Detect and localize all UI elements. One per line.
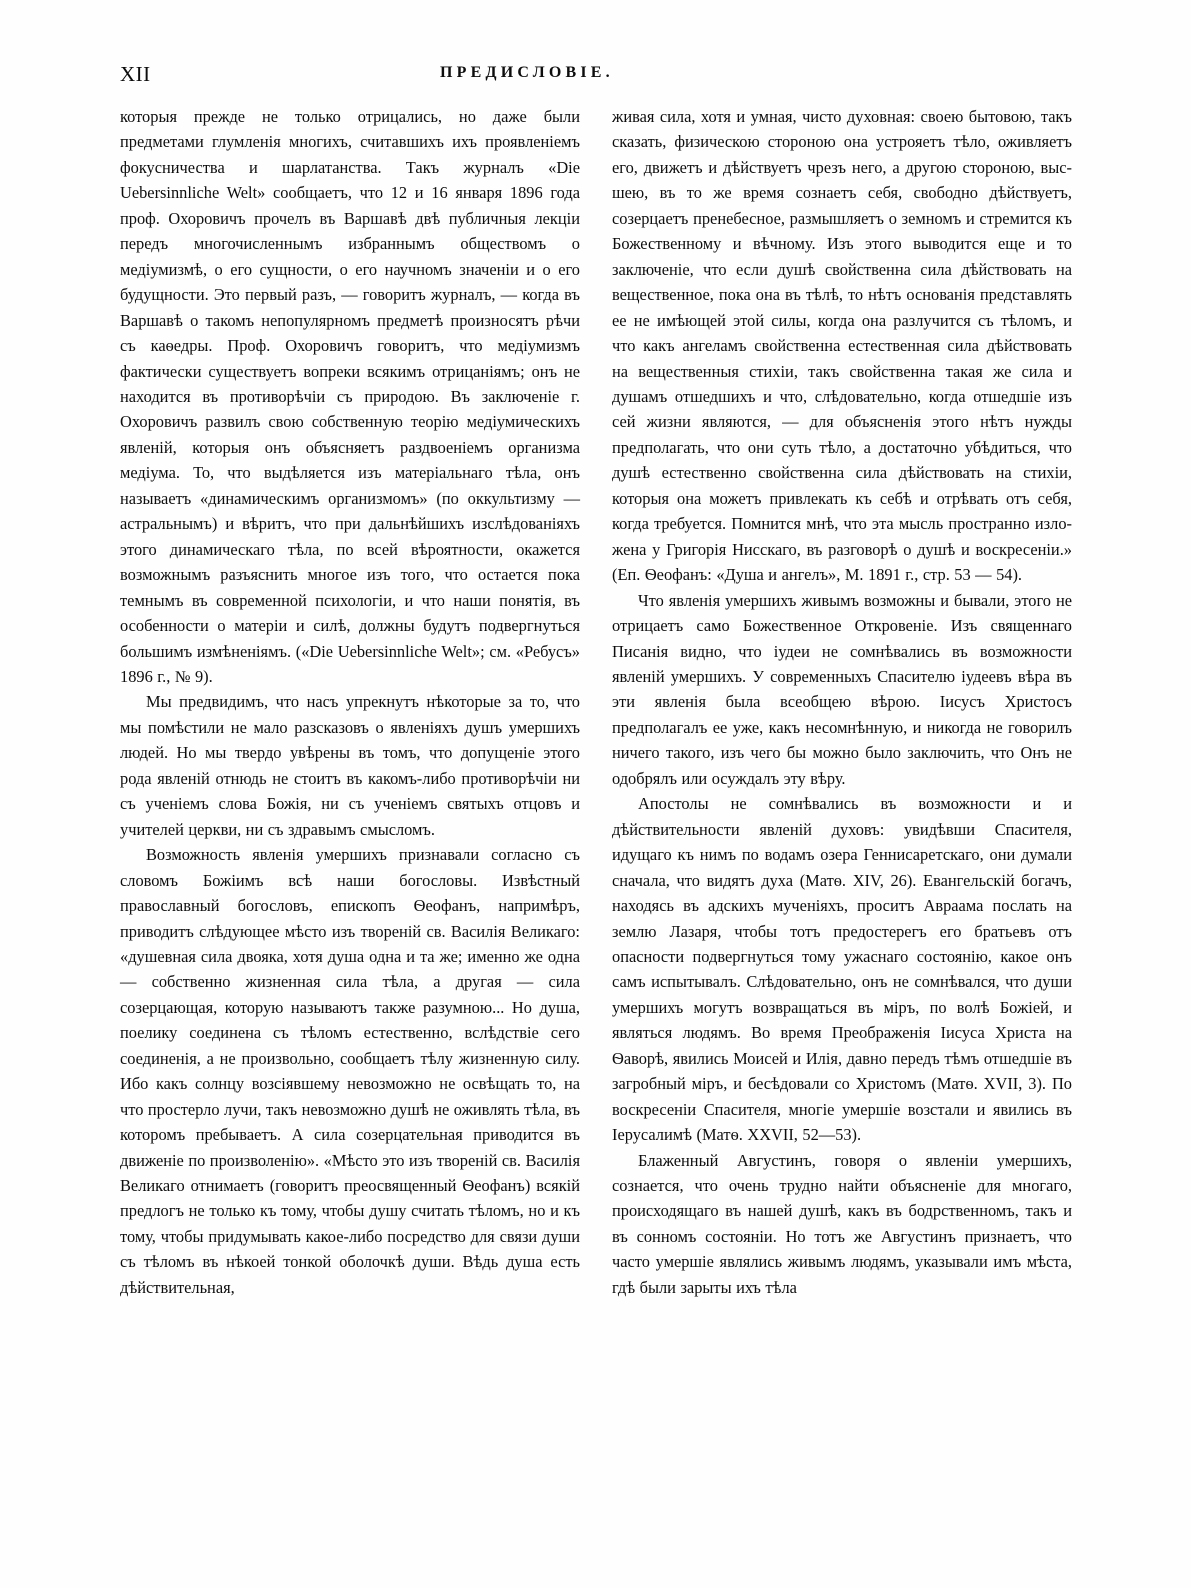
paragraph: которыя прежде не только отрицались, но даже были предметами глумленія многихъ, считавшихъ ихъ проявленіемъ фокусничества и шарлатанства. Такъ журналъ «Die Uebersinnliche Welt» сообщаетъ, что 12 и 16 января 1896 года проф. Охоровичъ прочелъ въ Варшавѣ двѣ публичныя лекціи передъ многочисленнымъ избраннымъ обществомъ о медіумизмѣ, о его сущности, о его научномъ значеніи и о его будущности. Это первый разъ, — говоритъ журналъ, — когда въ Варшавѣ о такомъ непопулярномъ предметѣ произносятъ рѣчи съ каѳедры. Проф. Охоровичъ говоритъ, что медіумизмъ фактически существуетъ вопреки всякимъ отрицаніямъ; онъ не находится въ противорѣчіи съ природою. Въ заключеніе г. Охоровичъ развилъ свою собственную теорію медіумическихъ явленій, которыя онъ объясняетъ раздвоеніемъ организма медіума. То, что выдѣляется изъ матеріальнаго тѣла, онъ называетъ «динамическимъ организмомъ» (по оккультизму — астральнымъ) и вѣритъ, что при дальнѣйшихъ изслѣдованіяхъ этого динамическаго тѣла, по всей вѣроятности, окажется возможнымъ разъяснить многое изъ того, что остается пока темнымъ въ современной психологіи, и что наши понятія, въ особенности о матеріи и силѣ, должны будутъ подвергнуться большимъ измѣненіямъ. («Die Uebersinnliche Welt»; см. «Ребусъ» 1896 г., № 9).: [120, 107, 580, 686]
paragraph: Блаженный Августинъ, говоря о явленіи умершихъ, сознается, что очень трудно найти объясненіе для многаго, происходящаго въ нашей душѣ, какъ въ бодрственномъ, такъ и въ сонномъ состояніи. Но тотъ же Августинъ признаетъ, что часто умершіе являлись живымъ людямъ, указывали имъ мѣста, гдѣ были зарыты ихъ тѣла: [612, 1150, 1072, 1297]
page-number: XII: [120, 62, 151, 86]
text-body: [120, 104, 1072, 1300]
paragraph: Апостолы не сомнѣвались въ возможности и и дѣйствительности явленій духовъ: увидѣвши Спасителя, идущаго къ нимъ по водамъ озера Геннисаретскаго, они думали сначала, что видятъ духа (Матѳ. XIV, 26). Евангельскій богачъ, находясь въ адскихъ мученіяхъ, проситъ Авраама послать на землю Лазаря, чтобы тотъ предостерегъ его братьевъ отъ опасности подвергнуться тому ужаснаго состоянію, какое онъ самъ испытывалъ. Слѣдовательно, онъ не сомнѣвался, что души умершихъ могутъ возвращаться въ міръ, по волѣ Божіей, и являться людямъ. Во время Преображенія Іисуса Христа на Ѳаворѣ, явились Моисей и Илія, давно передъ тѣмъ отшедшіе въ загробный міръ, и бесѣдовали со Христомъ (Матѳ. XVII, 3). По воскресеніи Спасителя, многіе умершіе возстали и явились въ Іерусалимѣ (Матѳ. XXVII, 52—53).: [612, 794, 1072, 1145]
running-title: ПРЕДИСЛОВІЕ.: [440, 64, 614, 81]
paragraph: Возможность явленія умершихъ признавали согласно съ словомъ Божіимъ всѣ наши богословы. Извѣстный православный богословъ, епископъ Ѳеофанъ, напримѣръ, приводитъ слѣдующее мѣсто изъ твореній св. Василія Великаго: «душевная сила двояка, хотя душа одна и та же; именно же одна — собственно жизненная сила тѣла, а другая — сила созерцающая, которую называютъ также разумною... Но душа, поелику соединена съ тѣломъ естественно, вслѣдствіе сего соединенія, а не произвольно, сообщаетъ тѣлу жизненную силу. Ибо какъ солнцу возсіявшему невозможно не освѣщать то, на что простерло лучи, такъ невозможно душѣ не оживлять тѣла, въ которомъ пребываетъ. А сила созерцательная приводится въ движеніе по произволенію». «Мѣсто это изъ твореній св. Василія Великаго отнимаетъ (говоритъ преосвященный Ѳеофанъ) всякій предлогъ не только къ тому, чтобы душу считать тѣломъ, но и къ тому, чтобы придумывать какое-либо посредство для связи души съ тѣломъ въ нѣкоей тонкой оболочкѣ души. Вѣдь душа есть дѣйствительная,: [120, 845, 581, 1297]
paragraph: Что явленія умершихъ живымъ возможны и бывали, этого не отрицаетъ само Божественное Откровеніе. Изъ священнаго Писанія видно, что іудеи не сомнѣвались въ возможности явленій умершихъ. У современныхъ Спасителю іудеевъ вѣра въ эти явленія была всеобщею вѣрою. Іисусъ Христосъ предполагалъ ее уже, какъ несомнѣнную, и никогда не говорилъ ничего такого, изъ чего бы можно было заключить, что Онъ не одобрялъ или осуждалъ эту вѣру.: [612, 590, 1072, 788]
right-column: [612, 104, 1072, 1300]
left-column: [120, 104, 580, 1300]
paragraph: живая сила, хотя и умная, чисто духовная: своею бытовою, такъ сказать, физическою стороною она устрояетъ тѣло, оживляетъ его, движетъ и дѣйствуетъ чрезъ него, а другою стороною, высшею, въ то же время сознаетъ себя, свободно дѣйствуетъ, созерцаетъ пренебесное, размышляетъ о земномъ и стремится къ Божественному и вѣчному. Изъ этого выводится еще и то заключеніе, что если душѣ свойственна сила дѣйствовать на вещественное, пока она въ тѣлѣ, то нѣтъ основанія представлять ее не имѣющей этой силы, когда она разлучится съ тѣломъ, и что какъ ангеламъ свойственна естественная сила дѣйствовать на вещественныя стихіи, такъ свойственна такая же сила и душамъ отшедшихъ и что, слѣдовательно, когда отшедшіе изъ сей жизни являются, — для объясненія этого нѣтъ нужды предполагать, что они суть тѣло, а достаточно убѣдиться, что душѣ естественно свойственна сила дѣйствовать на стихіи, которыя она можетъ привлекать къ себѣ и отрѣвать отъ себя, когда требуется. Помнится мнѣ, что эта мысль пространно изложена у Григорія Нисскаго, въ разговорѣ о душѣ и воскресеніи.» (Еп. Ѳеофанъ: «Душа и ангелъ», М. 1891 г., стр. 53 — 54).: [612, 107, 1072, 585]
paragraph: Мы предвидимъ, что насъ упрекнутъ нѣкоторые за то, что мы помѣстили не мало разсказовъ о явленіяхъ душъ умершихъ людей. Но мы твердо увѣрены въ томъ, что допущеніе этого рода явленій отнюдь не стоитъ въ какомъ-либо противорѣчіи ни съ ученіемъ слова Божія, ни съ ученіемъ святыхъ отцовъ и учителей церкви, ни съ здравымъ смысломъ.: [120, 692, 580, 839]
page-header: [120, 62, 1070, 90]
